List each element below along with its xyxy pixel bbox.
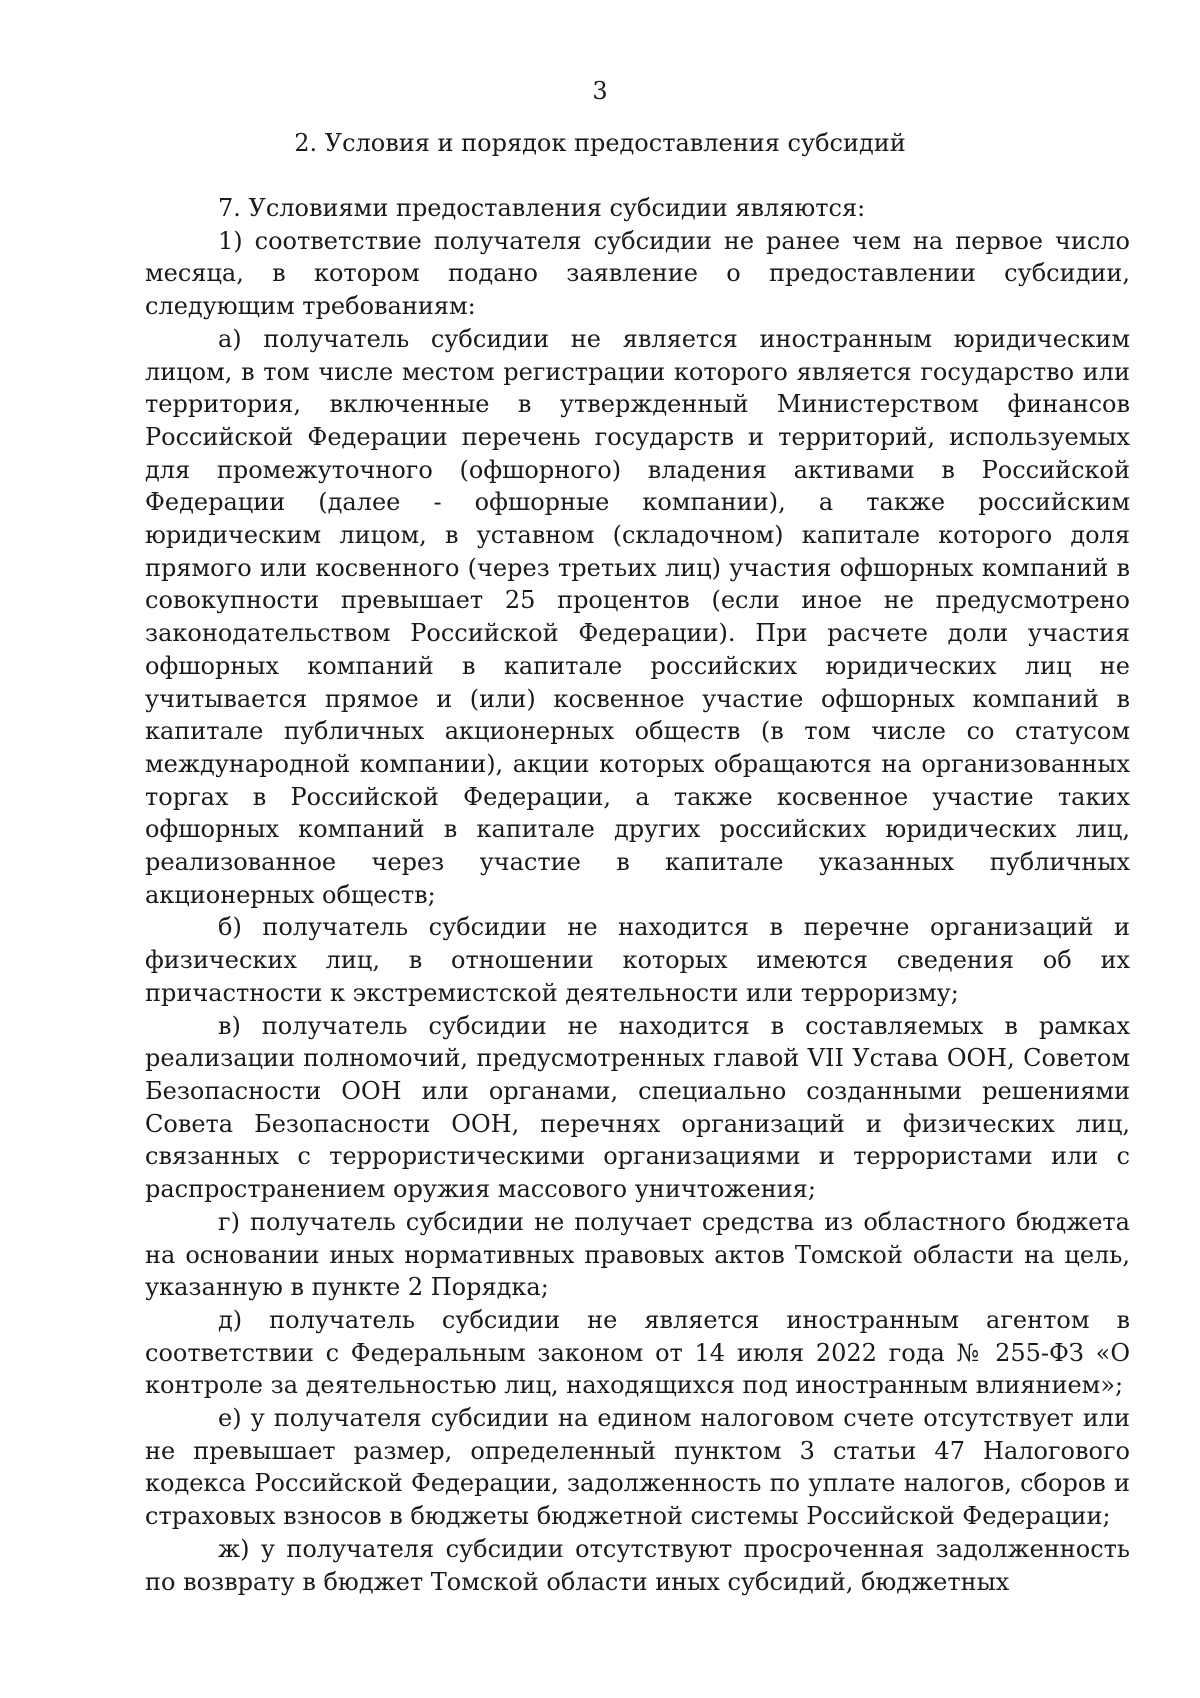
paragraph-item-d: д) получатель субсидии не является иностранным агентом в соответствии с Федеральным законом от 14 июля 2022 года № 255-ФЗ «О контроле за деятельностью лиц, находящихся под иностранным влиянием»; (145, 1305, 1130, 1400)
paragraph-item-a: а) получатель субсидии не является иностранным юридическим лицом, в том числе местом регистрации которого является государство или территория, включенные в утвержденный Министерством финансов Российской Федерации перечень государств и территорий, используемых для промежуточного (офшорного) владения активами в Российской Федерации (далее - офшорные компании), а также российским юридическим лицом, в уставном (складочном) капитале которого доля прямого или косвенного (через третьих лиц) участия офшорных компаний в совокупности превышает 25 процентов (если иное не предусмотрено законодательством Российской Федерации). При расчете доли участия офшорных компаний в капитале российских юридических лиц не учитывается прямое и (или) косвенное участие офшорных компаний в капитале публичных акционерных обществ (в том числе со статусом международной компании), акции которых обращаются на организованных торгах в Российской Федерации, а также косвенное участие таких офшорных компаний в капитале других российских юридических лиц, реализованное через участие в капитале указанных публичных акционерных обществ; (145, 324, 1130, 909)
section-title: 2. Условия и порядок предоставления субсидий (294, 129, 906, 157)
paragraph-item-1: 1) соответствие получателя субсидии не ранее чем на первое число месяца, в котором подано заявление о предоставлении субсидии, следующим требованиям: (145, 226, 1130, 321)
paragraph-clause-7: 7. Условиями предоставления субсидии являются: (218, 194, 866, 222)
paragraph-item-v: в) получатель субсидии не находится в составляемых в рамках реализации полномочий, предусмотренных главой VII Устава ООН, Советом Безопасности ООН или органами, специально созданными решениями Совета Безопасности ООН, перечнях организаций и физических лиц, связанных с террористическими организациями и террористами или с распространением оружия массового уничтожения; (145, 1011, 1130, 1204)
page-number: 3 (592, 77, 608, 105)
document-body (145, 192, 1130, 1598)
paragraph-item-b: б) получатель субсидии не находится в перечне организаций и физических лиц, в отношении которых имеются сведения об их причастности к экстремистской деятельности или терроризму; (145, 913, 1130, 1007)
paragraph-item-zh: ж) у получателя субсидии отсутствуют просроченная задолженность по возврату в бюджет Томской области иных субсидий, бюджетных (145, 1534, 1130, 1596)
paragraph-item-g: г) получатель субсидии не получает средства из областного бюджета на основании иных нормативных правовых актов Томской области на цель, указанную в пункте 2 Порядка; (145, 1207, 1130, 1302)
paragraph-item-e: е) у получателя субсидии на едином налоговом счете отсутствует или не превышает размер, определенный пунктом 3 статьи 47 Налогового кодекса Российской Федерации, задолженность по уплате налогов, сборов и страховых взносов в бюджеты бюджетной системы Российской Федерации; (145, 1404, 1130, 1531)
